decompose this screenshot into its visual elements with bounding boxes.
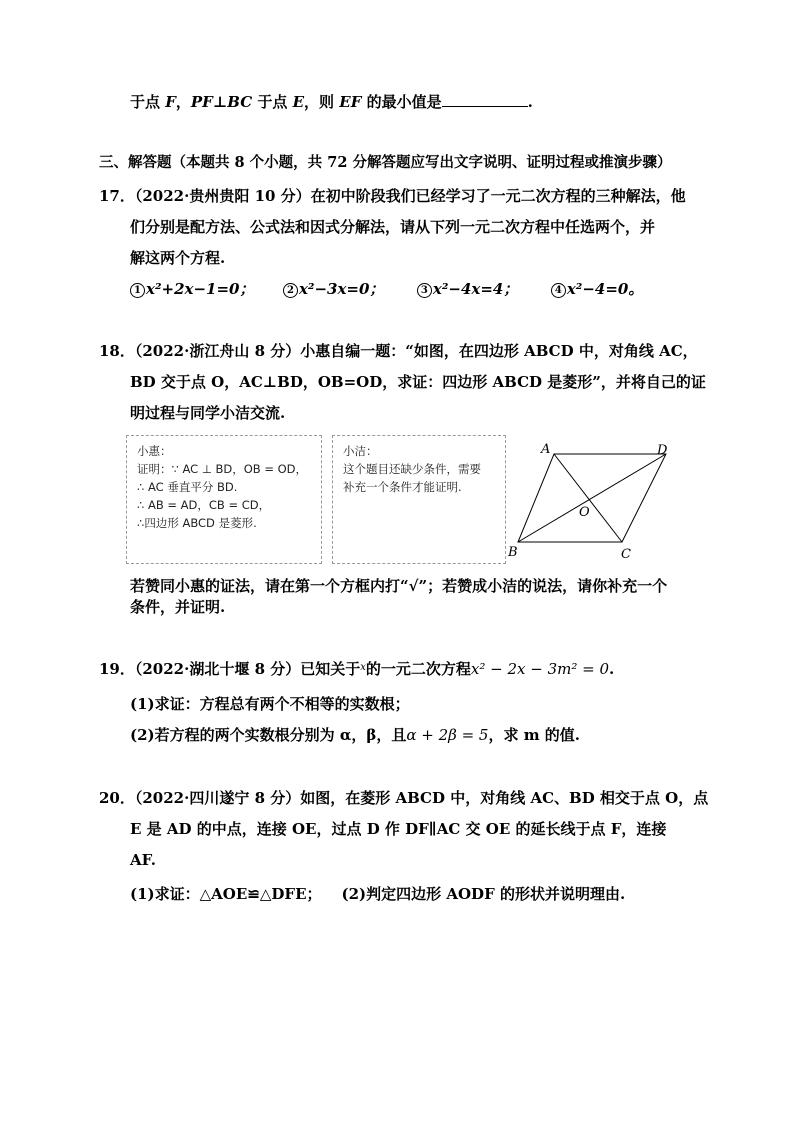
q17-option-2: 2 x²−3x=0； bbox=[283, 280, 384, 298]
q17-line2: 们分别是配方法、公式法和因式分解法，请从下列一元二次方程中任选两个，并 bbox=[130, 218, 656, 236]
answer-blank[interactable] bbox=[442, 92, 528, 107]
q18-line1: 18．（2022·浙江舟山 8 分）小惠自编一题：“如图，在四边形 ABCD 中，对角线 AC， bbox=[99, 342, 698, 360]
label-c: C bbox=[621, 547, 631, 562]
section-3-heading: 三、解答题（本题共 8 个小题，共 72 分解答题应写出文字说明、证明过程或推演步骤） bbox=[99, 154, 672, 171]
q19-part2: (2)若方程的两个实数根分别为 α，β，且α + 2β = 5，求 m 的值. bbox=[130, 726, 581, 744]
q17-option-1: 1 x²+2x−1=0； bbox=[130, 280, 254, 298]
q18-line3: 明过程与同学小洁交流. bbox=[130, 404, 286, 422]
q18-after1: 若赞同小惠的证法，请在第一个方框内打“√”；若赞成小洁的说法，请你补充一个 bbox=[130, 577, 668, 595]
q17-option-3: 3 x²−4x=4； bbox=[417, 280, 518, 298]
q20-line1: 20．（2022·四川遂宁 8 分）如图，在菱形 ABCD 中，对角线 AC、BD 相交于点 O，点 bbox=[99, 789, 709, 807]
q20-parts: (1)求证：△AOE≌△DFE； (2)判定四边形 AODF 的形状并说明理由. bbox=[130, 885, 626, 903]
label-d: D bbox=[657, 443, 668, 458]
q18-line2: BD 交于点 O，AC⊥BD，OB=OD，求证：四边形 ABCD 是菱形”，并将自己的证 bbox=[130, 373, 706, 391]
q19-stem: 19．（2022·湖北十堰 8 分）已知关于$^x$的一元二次方程x² − 2x − 3m² = 0. bbox=[99, 660, 615, 678]
q18-after2: 条件，并证明. bbox=[130, 598, 226, 616]
q19-part1: (1)求证：方程总有两个不相等的实数根； bbox=[130, 695, 410, 713]
q17-line3: 解这两个方程. bbox=[130, 249, 226, 267]
q19-equation: x² − 2x − 3m² = 0 bbox=[470, 660, 610, 678]
q20-line3: AF. bbox=[130, 851, 157, 869]
q17-option-4: 4 x²−4=0。 bbox=[551, 280, 644, 298]
q20-line2: E 是 AD 的中点，连接 OE，过点 D 作 DF∥AC 交 OE 的延长线于点 F，连接 bbox=[130, 820, 667, 838]
xiaohui-proof-box[interactable]: 小惠： 证明：∵ AC ⊥ BD，OB = OD， ∴ AC 垂直平分 BD. ∴ AB = AD，CB = CD， ∴四边形 ABCD 是菱形. bbox=[126, 435, 322, 564]
q17-line1: 17．（2022·贵州贵阳 10 分）在初中阶段我们已经学习了一元二次方程的三种解法，他 bbox=[99, 187, 686, 205]
diagonal-ac bbox=[554, 454, 622, 542]
label-a: A bbox=[541, 442, 551, 457]
q16-tail-line: 于点 F，PF⊥BC 于点 E，则 EF 的最小值是 . bbox=[130, 93, 533, 111]
rhombus-figure bbox=[500, 436, 690, 566]
label-b: B bbox=[508, 545, 518, 560]
q17-options bbox=[130, 279, 643, 299]
xiaojie-comment-box[interactable]: 小洁： 这个题目还缺少条件，需要 补充一个条件才能证明. bbox=[332, 435, 506, 564]
label-o: O bbox=[579, 505, 590, 520]
